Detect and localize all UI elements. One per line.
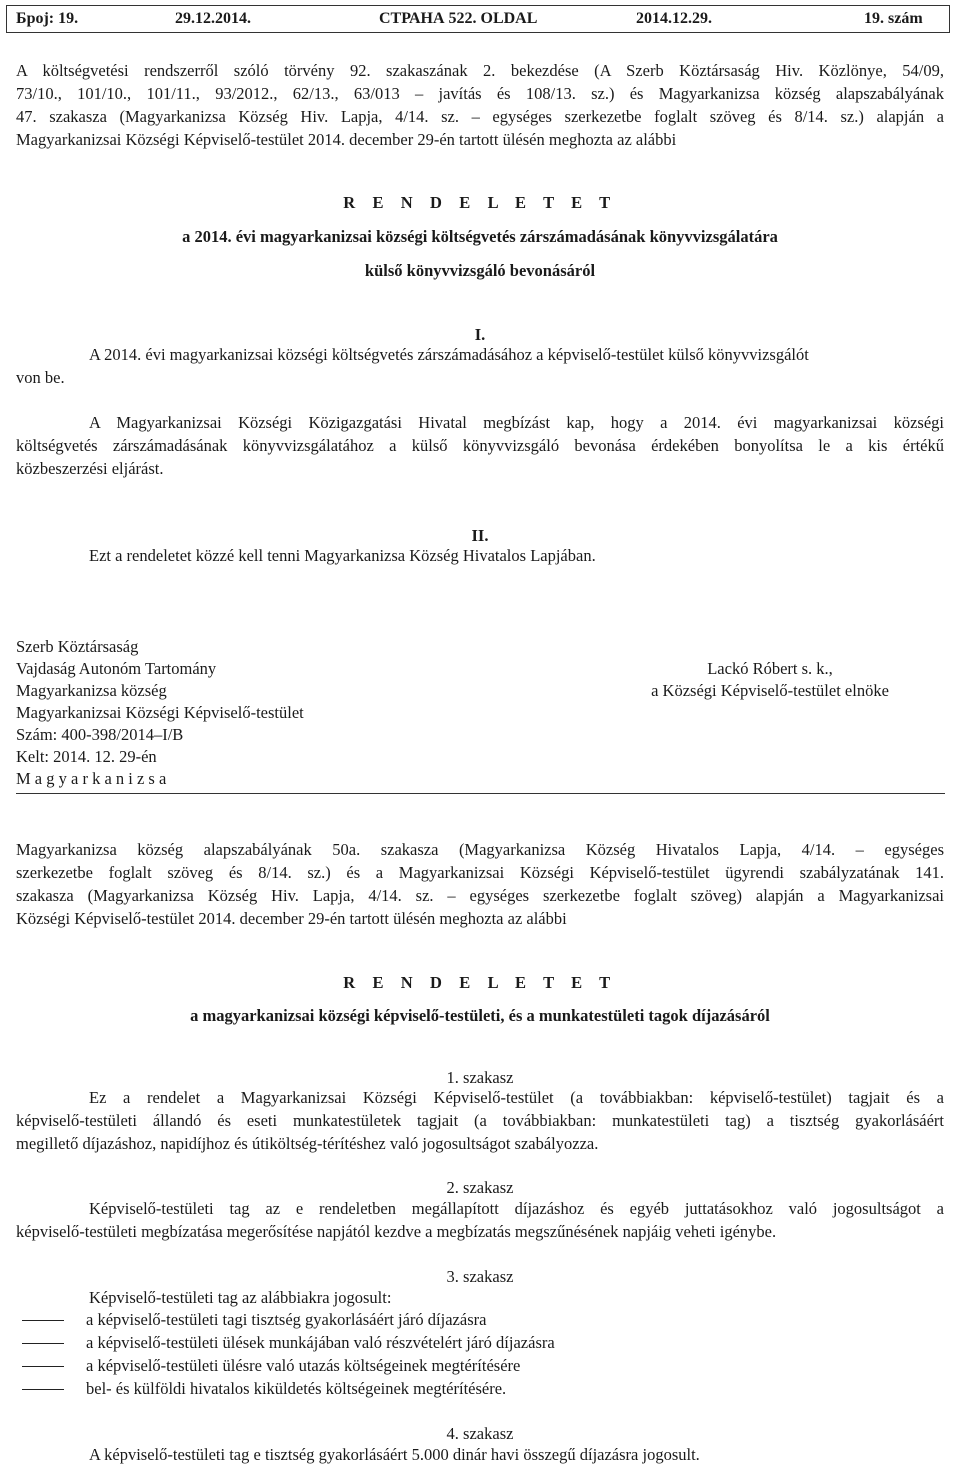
signature-left-line: Szerb Köztársaság [16, 637, 139, 656]
section-number: I. [474, 325, 486, 344]
signature-left-line: M a g y a r k a n i z s a [16, 769, 167, 788]
section1-line: Ez a rendelet a Magyarkanizsai Községi Képviselő-testület (a továbbiakban: képviselő-testület) tagjait és a [89, 1088, 944, 1107]
section-heading: 1. szakasz [446, 1068, 514, 1087]
decree1-preamble-line: A költségvetési rendszerről szóló törvény 92. szakaszának 2. bekezdése (A Szerb Köztársaság Hiv. Közlönye, 54/09, [16, 61, 944, 80]
section3-intro: Képviselő-testületi tag az alábbiakra jogosult: [89, 1288, 392, 1307]
dash-bullet-icon [22, 1389, 64, 1390]
page-number: СТРАНА 522. OLDAL [379, 10, 538, 27]
decree1-preamble-line: 47. szakasza (Magyarkanizsa Község Hiv. Lapja, 4/14. sz. – egységes szerkezetbe foglalt szöveg és 8/14. sz.) alapján a [16, 107, 944, 126]
dash-bullet-icon [22, 1320, 64, 1321]
section2-line: képviselő-testületi megbízatása megerősítése napjától kezdve a megbízatás megszűnésének napjáig veheti igénybe. [16, 1222, 777, 1241]
date-serbian: 29.12.2014. [175, 10, 251, 27]
section1-line: megillető díjazáshoz, napidíjhoz és útiköltség-térítéshez való jogosultságot szabályozza. [16, 1134, 599, 1153]
decree1-title-line: külső könyvvizsgáló bevonásáról [364, 261, 596, 280]
decree1-preamble-line: Magyarkanizsai Községi Képviselő-testület 2014. december 29-én tartott ülésén meghozta az alábbi [16, 130, 677, 149]
list-item [0, 1355, 960, 1378]
date-hungarian: 2014.12.29. [636, 10, 712, 27]
decree1-preamble-line: 73/10., 101/10., 101/11., 93/2012., 62/13., 63/013 – javítás és 108/13. sz.) és Magyarkanizsa község alapszabályának [16, 84, 944, 103]
list-item [0, 1309, 960, 1332]
decree2-title: a magyarkanizsai községi képviselő-testületi, és a munkatestületi tagok díjazásáról [190, 1006, 770, 1025]
section2-paragraph: Ezt a rendeletet közzé kell tenni Magyarkanizsa Község Hivatalos Lapjában. [89, 546, 596, 565]
decree1-rendeletet-heading: R E N D E L E T E T [343, 193, 617, 212]
decree2-rendeletet-heading: R E N D E L E T E T [343, 973, 617, 992]
signer-name: Lackó Róbert s. k., [707, 659, 833, 678]
decree2-preamble-line: szakasza (Magyarkanizsa Község Hiv. Lapja, 4/14. sz. – egységes szerkezetbe foglalt szöveg) alapján a Magyarkanizsai [16, 886, 944, 905]
list-item-text: bel- és külföldi hivatalos kiküldetés költségeinek megtérítésére. [86, 1379, 507, 1398]
section1-paragraph-line: von be. [16, 368, 65, 387]
section1-paragraph-line: A 2014. évi magyarkanizsai községi költségvetés zárszámadásához a képviselő-testület külső könyvvizsgálót [89, 345, 809, 364]
list-item [0, 1378, 960, 1401]
list-item-text: a képviselő-testületi ülések munkájában való részvételért járó díjazásra [86, 1333, 555, 1352]
decree2-preamble-line: Magyarkanizsa község alapszabályának 50a. szakasza (Magyarkanizsa Község Hivatalos Lapja, 4/14. – egységes [16, 840, 944, 859]
section1-paragraph-line: A Magyarkanizsai Községi Közigazgatási Hivatal megbízást kap, hogy a 2014. évi magyarkanizsai községi [89, 413, 944, 432]
decree2-preamble-line: szerkezetbe foglalt szöveg és 8/14. sz.) és a Magyarkanizsai Községi Képviselő-testület ügyrendi szabályzatának 141. [16, 863, 944, 882]
section-heading: 4. szakasz [446, 1424, 514, 1443]
decree1-title-line: a 2014. évi magyarkanizsai községi költségvetés zárszámadásának könyvvizsgálatára [182, 227, 778, 246]
issue-number-hungarian: 19. szám [864, 10, 923, 27]
signer-title: a Községi Képviselő-testület elnöke [651, 681, 889, 700]
section-heading: 3. szakasz [446, 1267, 514, 1286]
dash-bullet-icon [22, 1343, 64, 1344]
signature-left-line: Vajdaság Autonóm Tartomány [16, 659, 217, 678]
page-header [6, 5, 950, 33]
section-heading: 2. szakasz [446, 1178, 514, 1197]
section1-paragraph-line: közbeszerzési eljárást. [16, 459, 164, 478]
section2-line: Képviselő-testületi tag az e rendeletben megállapított díjazáshoz és egyéb juttatásokhoz való jogosultságot a [89, 1199, 944, 1218]
decree2-preamble-line: Községi Képviselő-testület 2014. december 29-én tartott ülésén meghozta az alábbi [16, 909, 567, 928]
section1-line: képviselő-testületi állandó és eseti munkatestületek tagjait (a továbbiakban: munkatestületi tag) a tisztség gyakorlásáért [16, 1111, 944, 1130]
signature-left-line: Kelt: 2014. 12. 29-én [16, 747, 157, 766]
list-item-text: a képviselő-testületi tagi tisztség gyakorlásáért járó díjazásra [86, 1310, 487, 1329]
signature-left-line: Szám: 400-398/2014–I/B [16, 725, 184, 744]
issue-number-serbian: Број: 19. [16, 10, 79, 27]
section-number: II. [471, 526, 489, 545]
section4-text: A képviselő-testületi tag e tisztség gyakorlásáért 5.000 dinár havi összegű díjazásra jogosult. [89, 1445, 700, 1464]
section1-paragraph-line: költségvetés zárszámadásának könyvvizsgálatához a külső könyvvizsgáló bevonása érdekében bonyolítsa le a kis értékű [16, 436, 944, 455]
signature-left-line: Magyarkanizsa község [16, 681, 167, 700]
divider-line [16, 793, 945, 794]
list-item-text: a képviselő-testületi ülésre való utazás költségeinek megtérítésére [86, 1356, 521, 1375]
list-item [0, 1332, 960, 1355]
signature-left-line: Magyarkanizsai Községi Képviselő-testület [16, 703, 304, 722]
dash-bullet-icon [22, 1366, 64, 1367]
